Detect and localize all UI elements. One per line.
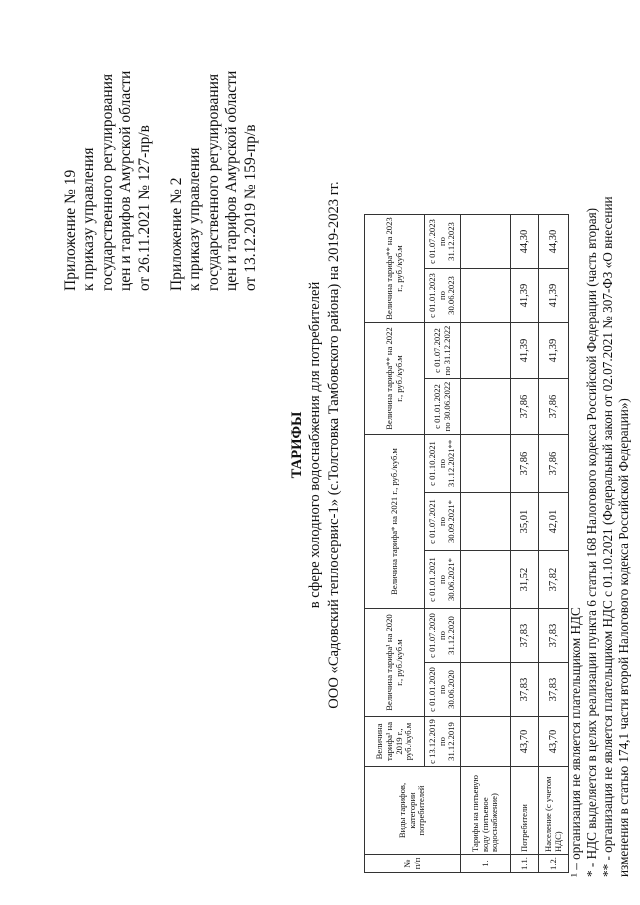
row-label: Потребители <box>511 767 539 855</box>
header-year-2022: Величина тарифа** на 2022 г., руб./куб.м <box>365 323 425 435</box>
title-organization: ООО «Садовский теплосервис-1» (с.Толстовка Тамбовского района) на 2019-2023 гг. <box>325 181 342 709</box>
table-row <box>539 215 569 873</box>
section-label: Тарифы на питьевую воду (питьевое водоснабжение) <box>461 767 511 855</box>
table-row-section <box>461 215 511 873</box>
period-header: с 01.07.2023 по 31.12.2023 <box>425 215 461 269</box>
tariff-value: 42,01 <box>539 493 569 551</box>
period-header: с 01.07.2020 по 31.12.2020 <box>425 609 461 663</box>
tariff-value: 37,86 <box>511 379 539 435</box>
tariff-value: 37,83 <box>511 609 539 663</box>
header-tariff-kind: Виды тарифов, категории потребителей <box>365 767 461 855</box>
row-number: 1.2. <box>539 855 569 873</box>
row-label: Население (с учетом НДС) <box>539 767 569 855</box>
tariff-table <box>364 214 569 873</box>
tariff-value: 37,86 <box>539 379 569 435</box>
period-header: с 01.07.2021 по 30.09.2021* <box>425 493 461 551</box>
period-header: с 13.12.2019 по 31.12.2019 <box>425 717 461 767</box>
tariff-value: 37,83 <box>511 663 539 717</box>
appendix-2-line: от 13.12.2019 № 159-пр/в <box>241 124 259 291</box>
tariff-value: 31,52 <box>511 551 539 609</box>
footnote-law-reference-cont: изменения в статью 174,1 части второй Налогового кодекса Российской Федерации») <box>616 398 631 877</box>
row-number: 1.1. <box>511 855 539 873</box>
appendix-19-line: государственного регулирования <box>98 73 116 291</box>
appendix-2-block <box>168 71 260 291</box>
tariff-value: 37,83 <box>539 663 569 717</box>
appendix-2-line: Приложение № 2 <box>168 177 185 291</box>
appendix-19-line: от 26.11.2021 № 127-пр/в <box>135 125 153 291</box>
document-title <box>288 105 343 785</box>
tariff-value: 41,39 <box>511 269 539 323</box>
appendix-19-block <box>62 71 154 291</box>
tariff-value: 35,01 <box>511 493 539 551</box>
tariff-value: 43,70 <box>511 717 539 767</box>
period-header: с 01.01.2022 по 30.06.2022 <box>425 379 461 435</box>
footnote-vat-allocated: * - НДС выделяется в целях реализации пункта 6 статьи 168 Налогового кодекса Российской Федерации (часть вторая) <box>584 207 599 877</box>
tariff-value: 41,39 <box>539 323 569 379</box>
tariff-value: 43,70 <box>539 717 569 767</box>
header-year-2020: Величина тарифа¹ на 2020 г., руб./куб.м <box>365 609 425 717</box>
period-header: с 01.01.2021 по 30.06.2021* <box>425 551 461 609</box>
appendix-2-line: государственного регулирования <box>204 73 222 291</box>
tariff-value: 37,82 <box>539 551 569 609</box>
row-number: 1. <box>461 855 511 873</box>
tariff-value: 44,30 <box>511 215 539 269</box>
appendix-19-line: Приложение № 19 <box>62 169 79 291</box>
appendix-2-line: к приказу управления <box>186 147 204 291</box>
footnote-law-reference: ** - организация не является плательщиком НДС с 01.10.2021 (Федеральный закон от 02.07.2021 № 307-ФЗ «О внесении <box>600 196 615 877</box>
title-subtitle: в сфере холодного водоснабжения для потребителей <box>307 281 324 609</box>
header-year-2019: Величина тарифа¹ на 2019 г., руб./куб.м <box>365 717 425 767</box>
appendix-2-line: цен и тарифов Амурской области <box>223 70 241 291</box>
tariff-value: 37,86 <box>539 435 569 493</box>
table-row <box>511 215 539 873</box>
tariff-value: 37,86 <box>511 435 539 493</box>
tariff-value: 37,83 <box>539 609 569 663</box>
tariff-value: 41,39 <box>539 269 569 323</box>
period-header: с 01.10.2021 по 31.12.2021** <box>425 435 461 493</box>
tariff-value: 41,39 <box>511 323 539 379</box>
period-header: с 01.01.2020 по 30.06.2020 <box>425 663 461 717</box>
period-header: с 01.01.2023 по 30.06.2023 <box>425 269 461 323</box>
header-year-2023: Величина тарифа** на 2023 г., руб./куб.м <box>365 215 425 323</box>
tariff-value: 44,30 <box>539 215 569 269</box>
header-year-2021: Величина тарифа* на 2021 г., руб./куб.м <box>365 435 425 609</box>
title-tariffs: ТАРИФЫ <box>289 411 305 479</box>
period-header: с 01.07.2022 по 31.12.2022 <box>425 323 461 379</box>
appendix-19-line: к приказу управления <box>80 147 98 291</box>
header-number: № п/п <box>365 855 461 873</box>
footnote-vat-exempt: ¹ – организация не является плательщиком НДС <box>568 607 583 877</box>
appendix-19-line: цен и тарифов Амурской области <box>117 70 135 291</box>
